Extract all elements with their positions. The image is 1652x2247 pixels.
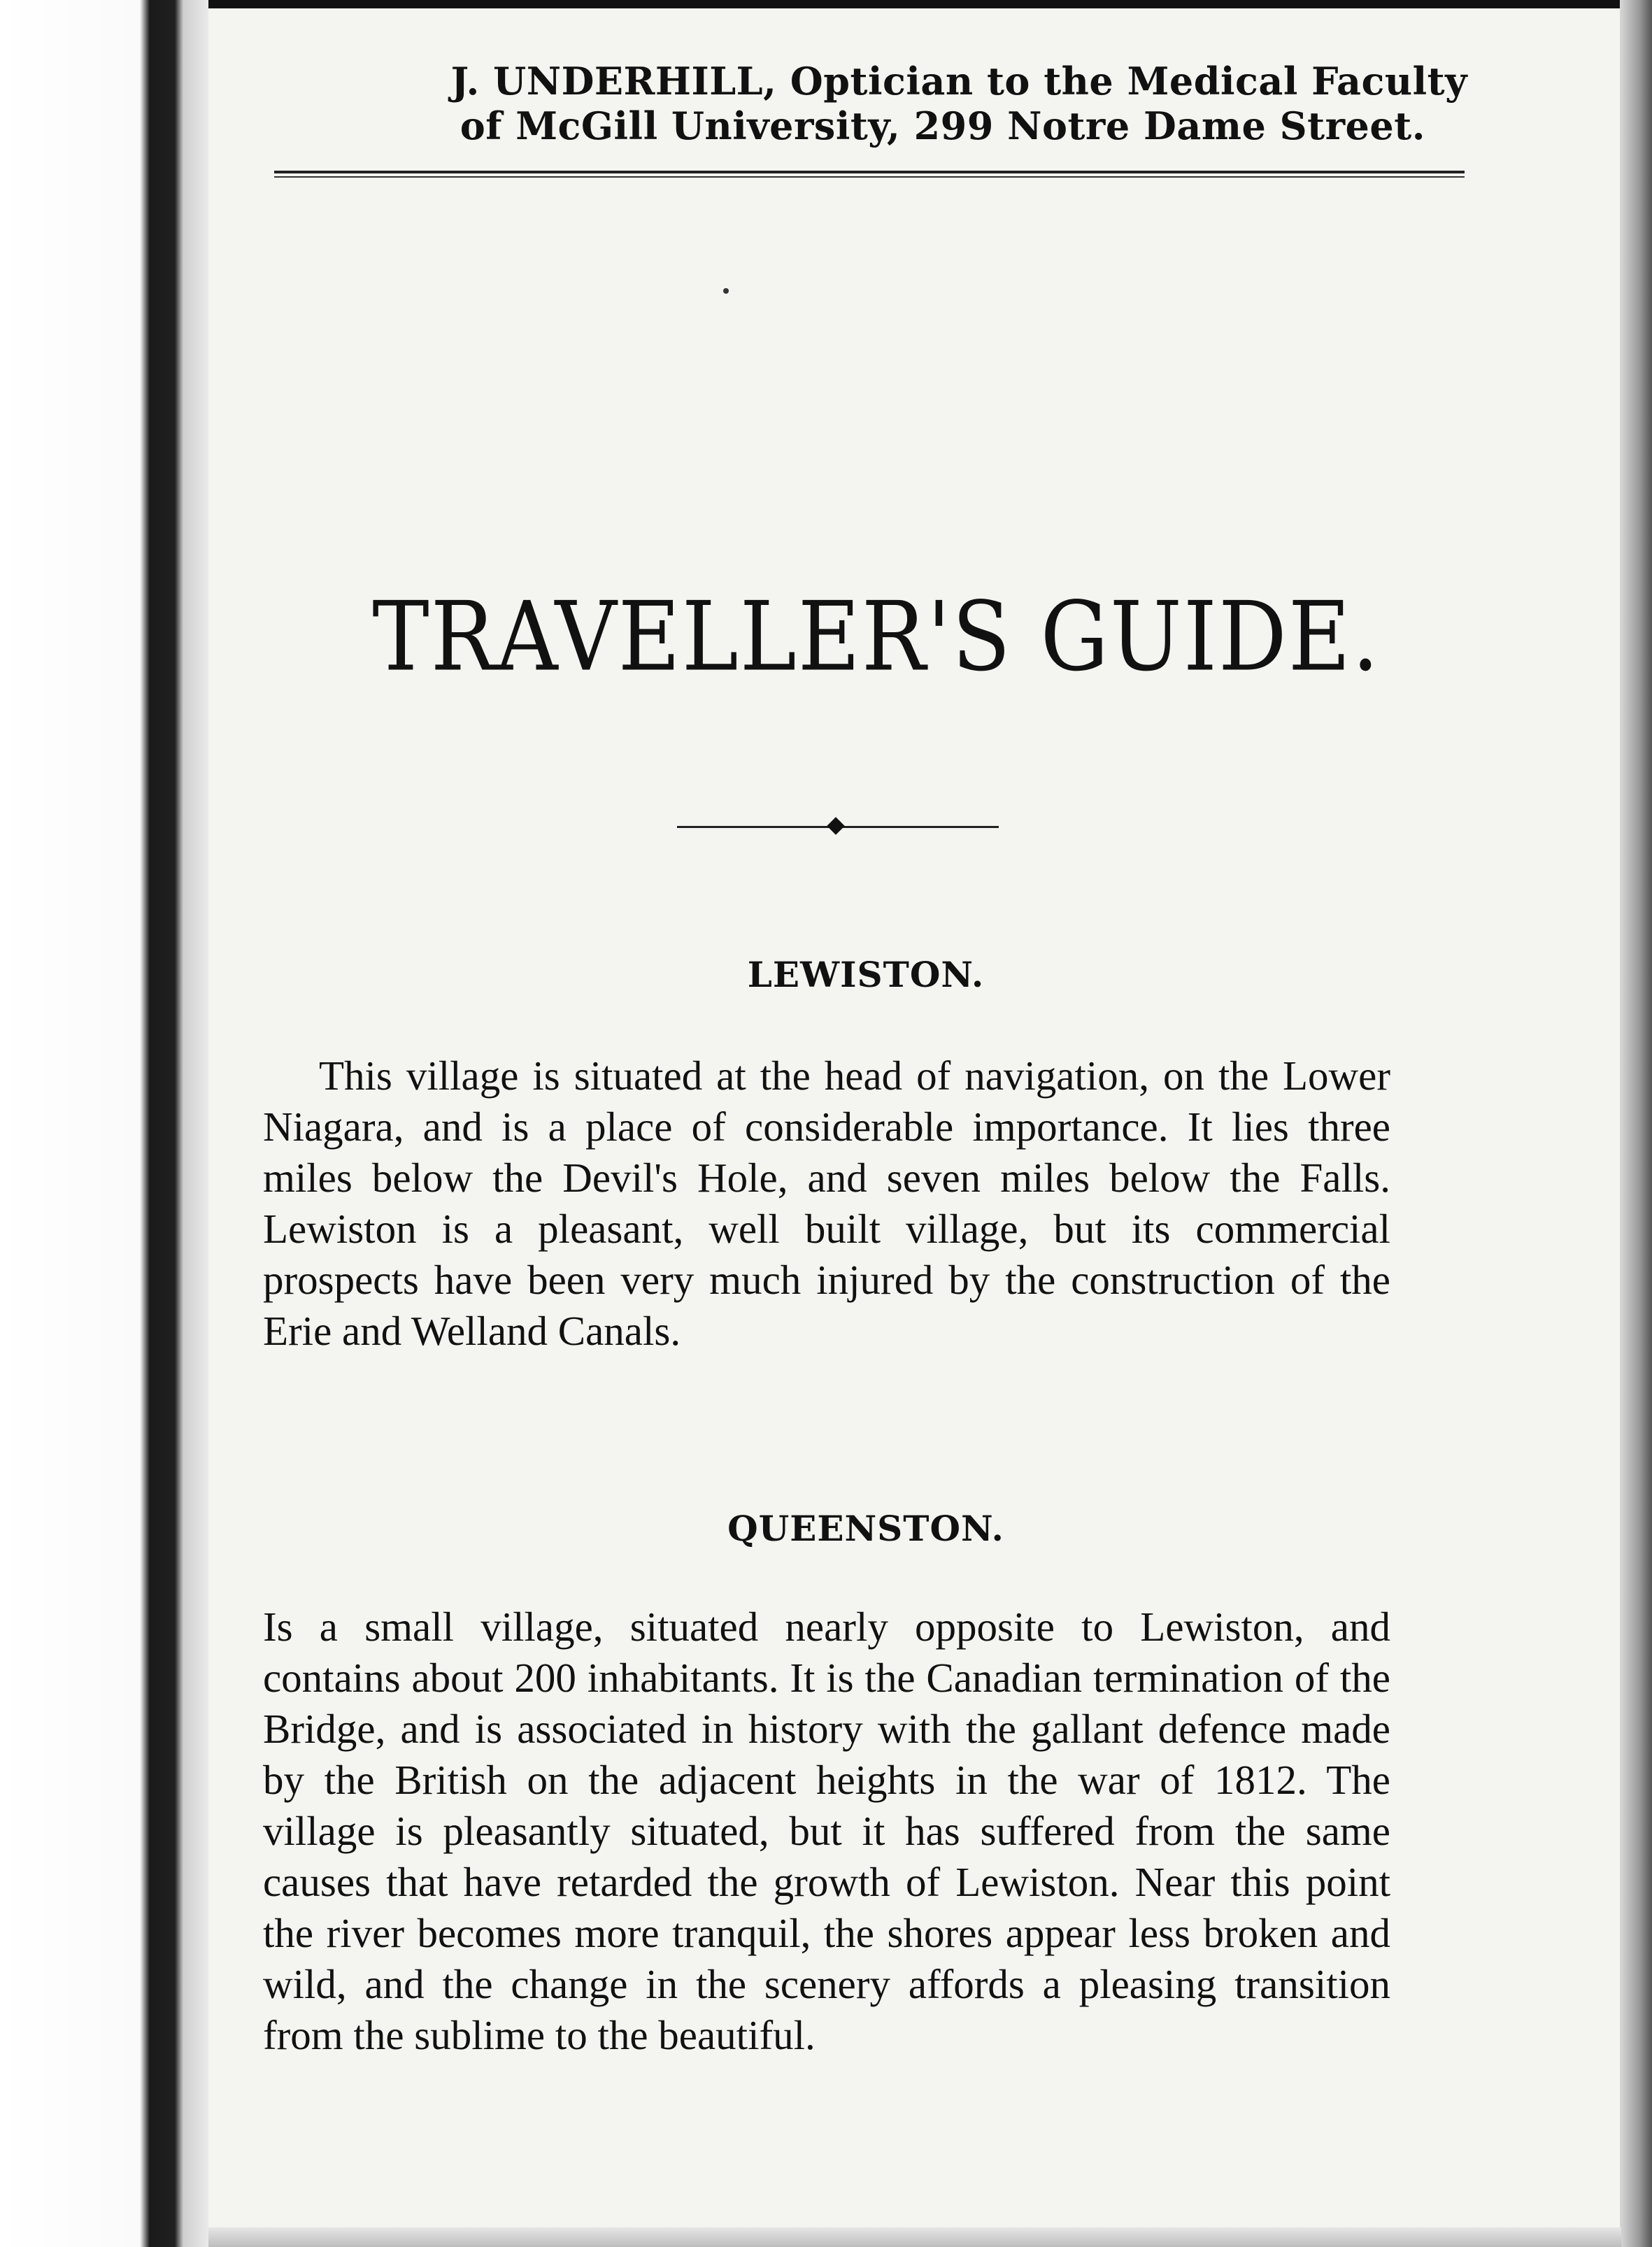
title-ornament-rule — [677, 820, 999, 834]
header-line-1: J. UNDERHILL, Optician to the Medical Faculty — [450, 59, 1467, 104]
section-text-lewiston — [263, 1050, 1390, 1357]
scan-top-edge — [0, 0, 1652, 8]
header-rule-thick — [274, 171, 1465, 173]
ornament-diamond — [827, 817, 844, 834]
queenston-paragraph: Is a small village, situated nearly opposite to Lewiston, and contains about 200 inhabitants. It is the Canadian termination of the Bridge, and is associated in history with the gallant defence made by the British on the adjacent heights in the war of 1812. The village is pleasantly situated, but it has suffered from the same causes that have retarded the growth of Lewiston. Near this point the river becomes more tranquil, the shores appear less broken and wild, and the change in the scenery affords a pleasing transition from the sublime to the beautiful. — [263, 1604, 1390, 2058]
book-page — [208, 8, 1620, 2227]
scan-binding-edge — [0, 0, 208, 2247]
advertisement-header — [264, 59, 1467, 148]
scan-right-edge — [1620, 0, 1652, 2247]
page-title: TRAVELLER'S GUIDE. — [372, 580, 1381, 692]
scan-bottom-edge — [208, 2227, 1621, 2247]
lewiston-paragraph: This village is situated at the head of navigation, on the Lower Niagara, and is a place of considerable importance. It lies three miles below the Devil's Hole, and seven miles below the Falls. Lewiston is a pleasant, well built village, but its commercial prospects have been very much injured by the construction of the Erie and Welland Canals. — [263, 1053, 1390, 1354]
section-heading-queenston: QUEENSTON. — [727, 1508, 1004, 1549]
header-line-2: of McGill University, 299 Notre Dame Street. — [460, 104, 1425, 148]
header-rule-thin — [274, 176, 1465, 178]
section-heading-lewiston: LEWISTON. — [747, 954, 985, 995]
ink-dot — [723, 288, 729, 294]
section-text-queenston — [263, 1602, 1390, 2061]
